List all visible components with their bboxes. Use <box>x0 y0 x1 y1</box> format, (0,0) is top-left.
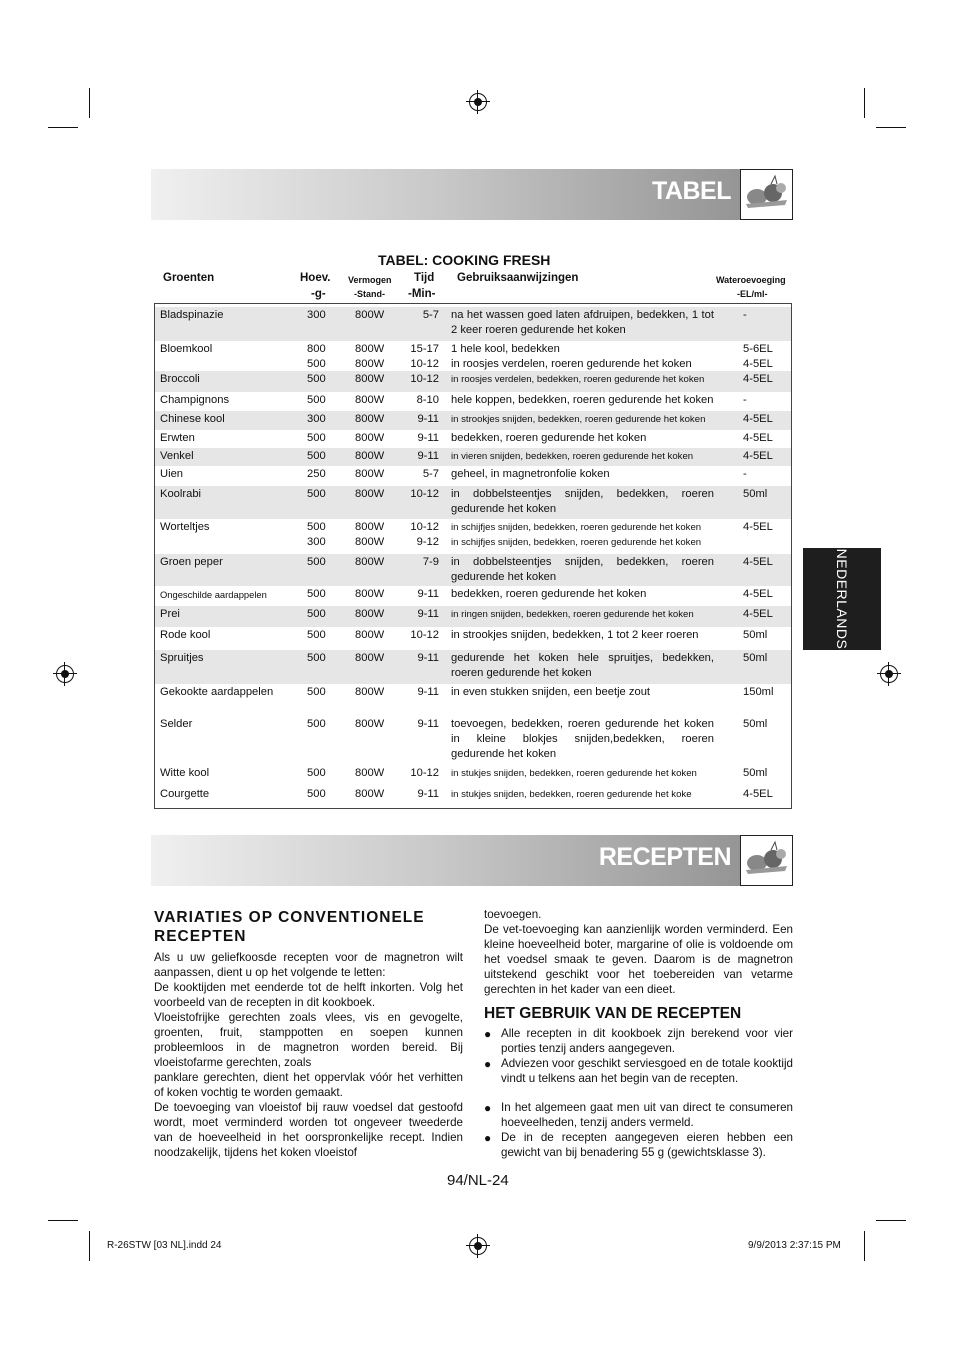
gebruik-heading: HET GEBRUIK VAN DE RECEPTEN <box>484 1005 742 1022</box>
paragraph: De toevoeging van vloeistof bij rauw voedsel dat gestoofd wordt, moet verminderd worden tot ongeveer tweederde van de hoeveelheid in het oorspronkelijke recept. Indien noodzakelijk, tijdens het koken vloeistof <box>154 1101 463 1159</box>
paragraph: De vet-toevoeging kan aanzienlijk worden verminderd. Een kleine hoeveelheid boter, margarine of olie is voldoende om het voedsel smaak te geven. Daarom is de magnetron uitstekend geschikt voor het toebereiden van vetarme gerechten in het kader van een dieet. <box>484 923 793 996</box>
instructions-cell: bedekken, roeren gedurende het koken <box>451 432 647 444</box>
amount-cell: 500 <box>307 432 326 444</box>
instructions-cell: in even stukken snijden, een beetje zout <box>451 686 651 698</box>
col-header-tijd-unit: -Min- <box>408 288 436 300</box>
paragraph: Vloeistofrijke gerechten zoals vlees, vis en gevogelte, groenten, fruit, stamppotten en soepen kunnen probleemloos in de magnetron worden bereid. Bij vloeistofarme gerechten, zoals <box>154 1011 463 1069</box>
paragraph: Als u uw geliefkoosde recepten voor de magnetron wilt aanpassen, dient u op het volgende te letten: <box>154 951 463 979</box>
language-label: NEDERLANDS <box>834 548 850 650</box>
list-item-text: Alle recepten in dit kookboek zijn berekend voor vier porties tenzij anders aangegeven. <box>501 1027 793 1055</box>
amount-cell: 800 500 <box>307 343 326 370</box>
vegetables-illustration-icon <box>740 835 793 886</box>
instructions-cell: in strookjes snijden, bedekken, 1 tot 2 keer roeren <box>451 629 699 641</box>
table-row <box>155 411 791 430</box>
vegetable-cell: Bladspinazie <box>160 309 224 321</box>
water-cell: 4-5EL <box>743 608 773 620</box>
col-header-groenten: Groenten <box>163 272 215 284</box>
water-cell: 150ml <box>743 686 774 698</box>
water-cell: 4-5EL <box>743 556 773 568</box>
table-row <box>155 684 791 716</box>
water-cell: 4-5EL <box>743 521 773 533</box>
table-row <box>155 341 791 371</box>
amount-cell: 500 <box>307 488 326 500</box>
power-cell: 800W <box>355 413 385 425</box>
list-item <box>484 1131 793 1161</box>
col-header-hoev-unit: -g- <box>311 288 326 300</box>
power-cell: 800W <box>355 788 385 800</box>
crop-mark <box>89 1231 90 1261</box>
time-cell: 10-12 <box>410 629 439 641</box>
instructions-cell: in vieren snijden, bedekken, roeren gedurende het koken <box>451 451 694 462</box>
amount-cell: 500 <box>307 652 326 664</box>
crop-mark <box>864 88 865 118</box>
amount-cell: 500 <box>307 718 326 730</box>
amount-cell: 500 300 <box>307 521 326 548</box>
instructions-cell: in dobbelsteentjes snijden, bedekken, roeren gedurende het koken <box>451 488 714 515</box>
crop-mark <box>864 1231 865 1261</box>
time-cell: 5-7 <box>422 309 439 321</box>
amount-cell: 500 <box>307 788 326 800</box>
vegetable-cell: Ongeschilde aardappelen <box>160 589 267 600</box>
col-header-hoev: Hoev. <box>300 272 331 284</box>
registration-mark-icon <box>56 665 74 683</box>
instructions-cell: geheel, in magnetronfolie koken <box>451 468 610 480</box>
vegetable-cell: Uien <box>160 468 184 480</box>
vegetable-cell: Groen peper <box>160 556 223 568</box>
time-cell: 9-11 <box>417 686 439 698</box>
amount-cell: 250 <box>307 468 326 480</box>
time-cell: 9-11 <box>417 718 439 730</box>
table-row <box>155 650 791 684</box>
table-row <box>155 392 791 411</box>
table-row <box>155 554 791 586</box>
table-title: TABEL: COOKING FRESH <box>378 252 551 268</box>
registration-mark-icon <box>469 93 487 111</box>
instructions-cell: in stukjes snijden, bedekken, roeren gedurende het koke <box>451 789 692 800</box>
table-row <box>155 586 791 606</box>
power-cell: 800W <box>355 432 385 444</box>
time-cell: 9-11 <box>417 608 439 620</box>
col-header-vermogen-unit: -Stand- <box>354 289 385 299</box>
banner-title: RECEPTEN <box>598 843 731 871</box>
footer-file: R-26STW [03 NL].indd 24 <box>107 1240 222 1251</box>
amount-cell: 500 <box>307 394 326 406</box>
vegetable-cell: Worteltjes <box>160 521 210 533</box>
water-cell: 4-5EL <box>743 413 773 425</box>
table-row <box>155 627 791 650</box>
power-cell: 800W <box>355 608 385 620</box>
water-cell: 4-5EL <box>743 432 773 444</box>
instructions-cell: in roosjes verdelen, bedekken, roeren gedurende het koken <box>451 374 705 385</box>
time-cell: 9-11 <box>417 788 439 800</box>
footer-datetime: 9/9/2013 2:37:15 PM <box>748 1240 841 1251</box>
list-item-text: De in de recepten aangegeven eieren hebben een gewicht van bij benadering 55 g (gewichtsklasse 3). <box>501 1131 793 1159</box>
instructions-cell: in ringen snijden, bedekken, roeren gedurende het koken <box>451 609 694 620</box>
list-item-text: In het algemeen gaat men uit van direct te consumeren hoeveelheden, tenzij anders vermeld. <box>501 1101 793 1129</box>
power-cell: 800W <box>355 686 385 698</box>
instructions-cell: toevoegen, bedekken, roeren gedurende het koken in kleine blokjes snijden,bedekken, roeren gedurende het koken <box>451 718 714 760</box>
col-header-water: Wateroevoeging <box>716 275 786 285</box>
instructions-cell: in strookjes snijden, bedekken, roeren gedurende het koken <box>451 414 706 425</box>
col-header-vermogen: Vermogen <box>348 275 392 285</box>
power-cell: 800W <box>355 767 385 779</box>
power-cell: 800W 800W <box>355 521 385 548</box>
water-cell: - <box>743 468 747 480</box>
water-cell: 50ml <box>743 629 768 641</box>
power-cell: 800W <box>355 588 385 600</box>
time-cell: 9-11 <box>417 413 439 425</box>
amount-cell: 300 <box>307 309 326 321</box>
water-cell: 4-5EL <box>743 788 773 800</box>
vegetable-cell: Spruitjes <box>160 652 204 664</box>
vegetable-cell: Witte kool <box>160 767 210 779</box>
table-row <box>155 486 791 519</box>
instructions-cell: in schijfjes snijden, bedekken, roeren gedurende het koken in schijfjes snijden, bedekken, roeren gedurende het koken <box>451 522 702 548</box>
bullet-icon: ● <box>484 1057 492 1071</box>
power-cell: 800W <box>355 488 385 500</box>
power-cell: 800W <box>355 450 385 462</box>
bullet-icon: ● <box>484 1027 492 1041</box>
power-cell: 800W <box>355 556 385 568</box>
time-cell: 10-12 <box>410 488 439 500</box>
water-cell: 4-5EL <box>743 588 773 600</box>
amount-cell: 300 <box>307 413 326 425</box>
col-header-water-unit: -EL/ml- <box>737 289 768 299</box>
paragraph: De kooktijden met eenderde tot de helft inkorten. Volg het voorbeeld van de recepten in dit kookboek. <box>154 981 463 1009</box>
registration-mark-icon <box>469 1237 487 1255</box>
water-cell: 4-5EL <box>743 450 773 462</box>
power-cell: 800W 800W <box>355 343 385 370</box>
list-item-text: Adviezen voor geschikt serviesgoed en de totale kooktijd vindt u telkens aan het begin van de recepten. <box>501 1057 793 1085</box>
vegetable-cell: Courgette <box>160 788 210 800</box>
instructions-cell: na het wassen goed laten afdruipen, bedekken, 1 tot 2 keer roeren gedurende het koken <box>451 309 714 336</box>
registration-mark-icon <box>880 665 898 683</box>
time-cell: 10-12 <box>410 373 439 385</box>
crop-mark <box>876 1220 906 1221</box>
col-header-gebruik: Gebruiksaanwijzingen <box>457 272 579 284</box>
time-cell: 9-11 <box>417 588 439 600</box>
amount-cell: 500 <box>307 629 326 641</box>
vegetable-cell: Broccoli <box>160 373 200 385</box>
power-cell: 800W <box>355 718 385 730</box>
crop-mark <box>89 88 90 118</box>
water-cell: 5-6EL 4-5EL <box>743 343 773 370</box>
table-row <box>155 307 791 341</box>
time-cell: 8-10 <box>416 394 439 406</box>
vegetable-cell: Rode kool <box>160 629 211 641</box>
power-cell: 800W <box>355 373 385 385</box>
power-cell: 800W <box>355 652 385 664</box>
water-cell: - <box>743 394 747 406</box>
bullet-icon: ● <box>484 1101 492 1115</box>
vegetable-cell: Prei <box>160 608 180 620</box>
water-cell: 50ml <box>743 488 768 500</box>
bullet-icon: ● <box>484 1131 492 1145</box>
amount-cell: 500 <box>307 373 326 385</box>
instructions-cell: hele koppen, bedekken, roeren gedurende het koken <box>451 394 714 406</box>
table-row <box>155 466 791 486</box>
table-row <box>155 716 791 765</box>
crop-mark <box>48 127 78 128</box>
language-side-tab <box>803 548 881 650</box>
table-row <box>155 606 791 627</box>
table-row <box>155 430 791 448</box>
instructions-cell: bedekken, roeren gedurende het koken <box>451 588 647 600</box>
table-row <box>155 519 791 554</box>
water-cell: 50ml <box>743 718 768 730</box>
vegetable-cell: Gekookte aardappelen <box>160 686 274 698</box>
paragraph: panklare gerechten, dient het oppervlak vóór het verhitten of koken vochtig te worden gemaakt. <box>154 1071 463 1099</box>
water-cell: 4-5EL <box>743 373 773 385</box>
paragraph: toevoegen. <box>484 908 542 921</box>
vegetable-cell: Erwten <box>160 432 195 444</box>
power-cell: 800W <box>355 629 385 641</box>
recepten-banner <box>151 835 793 886</box>
time-cell: 9-11 <box>417 432 439 444</box>
vegetable-cell: Koolrabi <box>160 488 202 500</box>
time-cell: 5-7 <box>422 468 439 480</box>
vegetable-cell: Bloemkool <box>160 343 213 355</box>
table-row <box>155 765 791 786</box>
amount-cell: 500 <box>307 686 326 698</box>
crop-mark <box>876 127 906 128</box>
amount-cell: 500 <box>307 767 326 779</box>
power-cell: 800W <box>355 309 385 321</box>
time-cell: 9-11 <box>417 652 439 664</box>
vegetable-cell: Venkel <box>160 450 194 462</box>
vegetable-cell: Champignons <box>160 394 230 406</box>
time-cell: 9-11 <box>417 450 439 462</box>
instructions-cell: 1 hele kool, bedekken in roosjes verdelen, roeren gedurende het koken <box>451 343 692 370</box>
vegetable-cell: Selder <box>160 718 193 730</box>
instructions-cell: in stukjes snijden, bedekken, roeren gedurende het koken <box>451 768 697 779</box>
amount-cell: 500 <box>307 608 326 620</box>
list-item <box>484 1101 793 1131</box>
crop-mark <box>48 1220 78 1221</box>
time-cell: 7-9 <box>422 556 439 568</box>
water-cell: 50ml <box>743 767 768 779</box>
tabel-banner <box>151 169 793 220</box>
page-number: 94/NL-24 <box>447 1172 509 1189</box>
table-row <box>155 448 791 466</box>
time-cell: 15-17 10-12 <box>410 343 439 370</box>
amount-cell: 500 <box>307 588 326 600</box>
instructions-cell: in dobbelsteentjes snijden, bedekken, roeren gedurende het koken <box>451 556 714 583</box>
variaties-heading: VARIATIES OP CONVENTIONELE RECEPTEN <box>154 909 425 945</box>
list-item <box>484 1057 793 1087</box>
amount-cell: 500 <box>307 450 326 462</box>
cooking-table <box>154 303 792 809</box>
table-row <box>155 786 791 808</box>
amount-cell: 500 <box>307 556 326 568</box>
power-cell: 800W <box>355 468 385 480</box>
water-cell: 50ml <box>743 652 768 664</box>
vegetables-illustration-icon <box>740 169 793 220</box>
list-item <box>484 1027 793 1057</box>
time-cell: 10-12 <box>410 767 439 779</box>
instructions-cell: gedurende het koken hele spruitjes, bedekken, roeren gedurende het koken <box>451 652 714 679</box>
vegetable-cell: Chinese kool <box>160 413 225 425</box>
water-cell: - <box>743 309 747 321</box>
time-cell: 10-12 9-12 <box>410 521 439 548</box>
banner-title: TABEL <box>652 177 731 205</box>
power-cell: 800W <box>355 394 385 406</box>
table-row <box>155 371 791 392</box>
col-header-tijd: Tijd <box>414 272 435 284</box>
